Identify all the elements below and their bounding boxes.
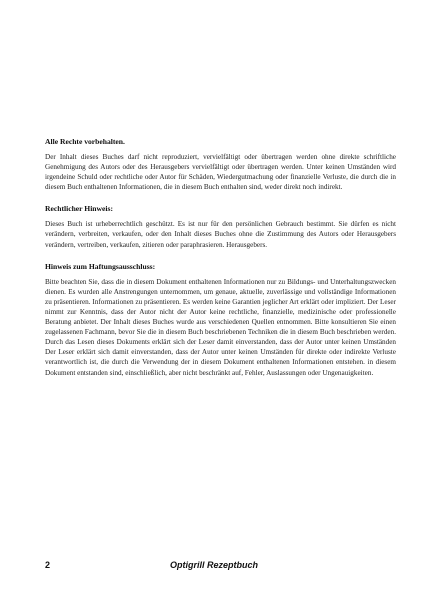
section-heading: Rechtlicher Hinweis: — [45, 204, 113, 214]
section-disclaimer — [45, 262, 396, 378]
section-body: Der Inhalt dieses Buches darf nicht reproduziert, vervielfältigt oder übertragen werden ohne direkte schriftliche Genehmigung des Autors oder des Herausgebers vervielfältigt oder übertragen werden. Unter keinen Umständen wird irgendeine Schuld oder rechtliche oder Autor für Schäden, Wiedergutmachung oder finanzielle Verluste, die durch die in diesem Buch enthaltenen Informationen, die in diesem Buch enthalten sind, weder direkt noch indirekt. — [45, 153, 396, 192]
section-body: Dieses Buch ist urheberrechtlich geschützt. Es ist nur für den persönlichen Gebrauch bestimmt. Sie dürfen es nicht verändern, verbreiten, verkaufen, oder den Inhalt dieses Buches ohne die Zustimmung des Autors oder Herausgebers verändern, vertreiben, verkaufen, zitieren oder paraphrasieren. Herausgebers. — [45, 220, 396, 249]
page-number: 2 — [45, 560, 51, 570]
section-body: Bitte beachten Sie, dass die in diesem Dokument enthaltenen Informationen nur zu Bildungs- und Unterhaltungszwecken dienen. Es wurden alle Anstrengungen unternommen, um genaue, aktuelle, zuverlässige und vollständige Informationen zu präsentieren. Informationen zu präsentieren. Es werden keine Garantien jeglicher Art erklärt oder impliziert. Der Leser nimmt zur Kenntnis, dass der Autor nicht der Autor keine rechtliche, finanzielle, medizinische oder professionelle Beratung anbietet. Der Inhalt dieses Buches wurde aus verschiedenen Quellen entnommen. Bitte konsultieren Sie einen zugelassenen Fachmann, bevor Sie die in diesem Buch beschriebenen Techniken die in diesem Buch beschrieben werden. Durch das Lesen dieses Dokuments erklärt sich der Leser damit einverstanden, dass der Autor unter keinen Umständen Der Leser erklärt sich damit einverstanden, dass der Autor unter keinen Umständen für direkte oder indirekte Verluste verantwortlich ist, die durch die Verwendung der in diesem Dokument enthaltenen Informationen entstehen. in diesem Dokument entstanden sind, einschließlich, aber nicht beschränkt auf, Fehler, Auslassungen oder Ungenauigkeiten. — [45, 277, 396, 377]
section-heading: Hinweis zum Haftungsausschluss: — [45, 261, 156, 271]
section-legal-notice — [45, 204, 396, 249]
book-title: Optigrill Rezeptbuch — [170, 560, 259, 570]
page-footer — [45, 559, 396, 573]
section-rights-reserved — [45, 137, 396, 192]
section-heading: Alle Rechte vorbehalten. — [45, 137, 125, 146]
page-content — [45, 137, 396, 390]
